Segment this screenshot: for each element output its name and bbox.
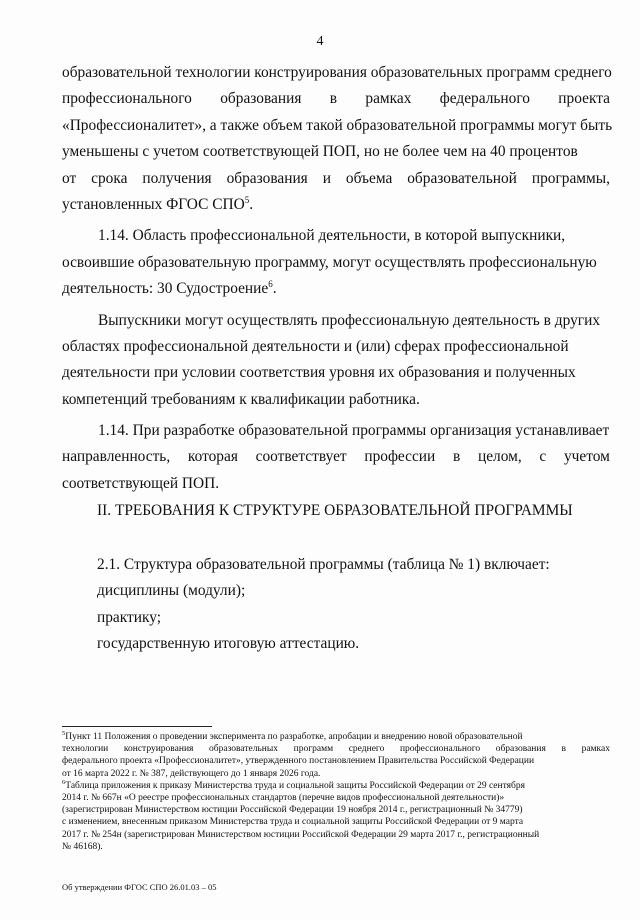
word: учетом (563, 448, 610, 466)
text-line: освоившие образовательную программу, могут осуществлять профессиональную (62, 253, 597, 271)
section-2-list (97, 552, 550, 658)
document-footer: Об утверждении ФГОС СПО 26.01.03 – 05 (62, 882, 217, 892)
text-line: компетенций требованиям к квалификации работника. (62, 390, 420, 408)
word: объема (345, 169, 393, 187)
text-line: 1.14. При разработке образовательной программы организация устанавливает (98, 422, 610, 440)
footnote-line: (зарегистрирован Министерством юстиции Российской Федерации 19 ноября 2014 г., регистрационный № 34779) (62, 805, 523, 816)
word: целом, (477, 448, 522, 466)
footnote-text: Пункт 11 Положения о проведении эксперимента по разработке, апробации и внедрению новой образовательной (65, 732, 523, 742)
paragraph-2 (62, 223, 610, 302)
word: рамках (581, 744, 610, 755)
section-item: практику; (97, 608, 162, 626)
word: в (452, 448, 461, 466)
word: образования (495, 744, 546, 755)
footnote-line (62, 731, 610, 743)
word: которая (187, 448, 238, 466)
word: образования (226, 169, 308, 187)
text-fragment: установленных ФГОС СПО (62, 195, 245, 213)
word: профессионального (62, 90, 192, 108)
footnote-line: федерального проекта «Профессионалитет», утвержденного постановлением Правительства Российской Федерации (62, 756, 535, 767)
word: соответствует (255, 448, 347, 466)
text-line: уменьшены с учетом соответствующей ПОП, но не более чем на 40 процентов (62, 143, 578, 161)
word: конструирования (123, 744, 194, 755)
footnote-number: 6 (62, 778, 66, 786)
text-line: деятельности при условии соответствия уровня их образования и полученных (62, 364, 576, 382)
page-number: 4 (316, 34, 324, 49)
word: от (62, 169, 77, 187)
section-item: дисциплины (модули); (97, 582, 246, 600)
text-line: образовательной технологии конструирования образовательных программ среднего (62, 64, 612, 81)
word: профессионального (399, 744, 481, 755)
paragraph-4 (62, 418, 610, 497)
body-text (62, 60, 613, 497)
section-item: государственную итоговую аттестацию. (97, 635, 360, 653)
word: программы, (531, 169, 610, 187)
word: среднего (348, 744, 385, 755)
section-item: 2.1. Структура образовательной программы (таблица № 1) включает: (97, 556, 550, 573)
word: образовательных (209, 744, 279, 755)
word: рамках (365, 90, 412, 108)
word: срока (91, 169, 128, 187)
word: получения (142, 169, 212, 187)
footnote-ref-6: 6 (268, 279, 273, 290)
word: образования (220, 90, 302, 108)
word: федерального (439, 90, 530, 108)
word: в (329, 90, 338, 108)
paragraph-1 (62, 60, 613, 218)
footnote-5 (62, 731, 610, 780)
word: с (539, 448, 547, 466)
text-fragment: деятельность: 30 Судостроение (62, 280, 269, 298)
text-line (62, 192, 610, 218)
word: проекта (558, 90, 610, 108)
footnote-line (62, 743, 610, 755)
word: в (561, 744, 566, 755)
word: направленность, (62, 448, 171, 466)
footnote-line (62, 780, 610, 792)
word: технологии (62, 744, 109, 755)
text-line: областях профессиональной деятельности и (или) сферах профессиональной (62, 337, 569, 355)
footnotes (62, 731, 610, 853)
footnote-text: Таблица приложения к приказу Министерства труда и социальной защиты Российской Федерации от 29 сентября (65, 780, 525, 791)
word: и (322, 169, 331, 187)
word: образовательной (407, 169, 517, 187)
text-line (62, 86, 610, 112)
text-fragment: . (249, 195, 254, 213)
footnote-6 (62, 780, 610, 853)
footnote-line: с изменением, внесенным приказом Министерства труда и социальной защиты Российской Федерации от 9 марта (62, 817, 524, 828)
footnote-ref-5: 5 (244, 194, 250, 205)
footnote-line: от 16 марта 2022 г. № 387, действующего до 1 января 2026 года. (62, 768, 321, 779)
paragraph-3 (62, 308, 610, 414)
text-line: Выпускники могут осуществлять профессиональную деятельность в других (98, 311, 601, 329)
word: программ (293, 744, 334, 755)
footnote-line: № 46168). (62, 841, 103, 852)
text-line (62, 444, 610, 470)
text-line: соответствующей ПОП. (62, 474, 220, 492)
section-heading: II. ТРЕБОВАНИЯ К СТРУКТУРЕ ОБРАЗОВАТЕЛЬНОЙ ПРОГРАММЫ (97, 502, 573, 519)
text-line (62, 166, 610, 192)
text-line: 1.14. Область профессиональной деятельности, в которой выпускники, (98, 227, 566, 245)
footnote-line: 2014 г. № 667н «О реестре профессиональных стандартов (перечне видов профессиональной деятельности)» (62, 792, 505, 803)
footnote-separator (62, 726, 212, 727)
text-line (62, 276, 610, 302)
text-fragment: . (272, 280, 277, 298)
footnote-number: 5 (62, 730, 66, 737)
text-line: «Профессионалитет», а также объем такой образовательной программы могут быть (62, 116, 613, 134)
word: профессии (364, 448, 436, 466)
footnote-line: 2017 г. № 254н (зарегистрирован Министерством юстиции Российской Федерации 29 марта 2017 г., регистрационный (62, 829, 540, 840)
